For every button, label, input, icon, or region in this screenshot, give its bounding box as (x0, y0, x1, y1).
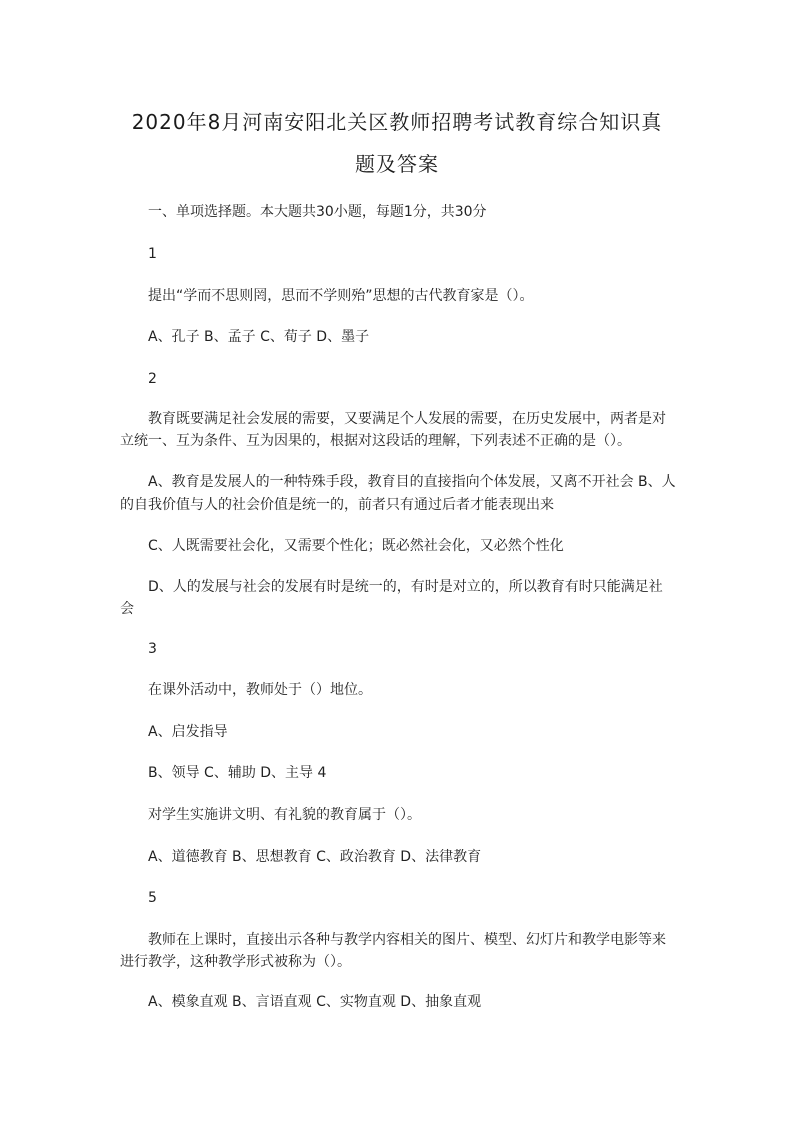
question-5-stem-line-2: 进行教学，这种教学形式被称为（）。 (120, 954, 351, 970)
question-1-number: 1 (148, 246, 157, 262)
question-3-option-a: A、启发指导 (148, 724, 228, 740)
question-1-options: A、孔子 B、孟子 C、荀子 D、墨子 (148, 329, 370, 345)
question-5-stem-line-1: 教师在上课时，直接出示各种与教学内容相关的图片、模型、幻灯片和教学电影等来 (148, 932, 666, 948)
question-2-option-c: C、人既需要社会化，又需要个性化；既必然社会化，又必然个性化 (148, 538, 564, 554)
section-heading: 一、单项选择题。本大题共30小题，每题1分，共30分 (148, 204, 487, 220)
question-2-stem-line-1: 教育既要满足社会发展的需要，又要满足个人发展的需要，在历史发展中，两者是对 (148, 411, 666, 427)
question-3-number: 3 (148, 641, 157, 657)
question-2-option-d-line-2: 会 (120, 601, 134, 617)
question-2-option-a-line-1: A、教育是发展人的一种特殊手段，教育目的直接指向个体发展，又离不开社会 B、人 (148, 474, 676, 490)
question-2-option-d-line-1: D、人的发展与社会的发展有时是统一的，有时是对立的，所以教育有时只能满足社 (148, 579, 663, 595)
question-4-stem: 对学生实施讲文明、有礼貌的教育属于（）。 (148, 807, 421, 823)
document-title-line-1: 2020年8月河南安阳北关区教师招聘考试教育综合知识真 (131, 110, 663, 134)
question-4-options: A、道德教育 B、思想教育 C、政治教育 D、法律教育 (148, 849, 482, 865)
question-2-stem-line-2: 立统一、互为条件、互为因果的，根据对这段话的理解，下列表述不正确的是（）。 (120, 433, 631, 449)
question-5-options: A、模象直观 B、言语直观 C、实物直观 D、抽象直观 (148, 994, 482, 1010)
question-2-option-a-line-2: 的自我价值与人的社会价值是统一的，前者只有通过后者才能表现出来 (120, 497, 554, 513)
question-5-number: 5 (148, 890, 157, 906)
question-3-options-rest: B、领导 C、辅助 D、主导 4 (148, 765, 327, 781)
question-2-number: 2 (148, 371, 157, 387)
question-3-stem: 在课外活动中，教师处于（）地位。 (148, 682, 372, 698)
question-1-stem: 提出“学而不思则罔，思而不学则殆”思想的古代教育家是（）。 (148, 288, 534, 304)
document-title-line-2: 题及答案 (355, 152, 439, 176)
